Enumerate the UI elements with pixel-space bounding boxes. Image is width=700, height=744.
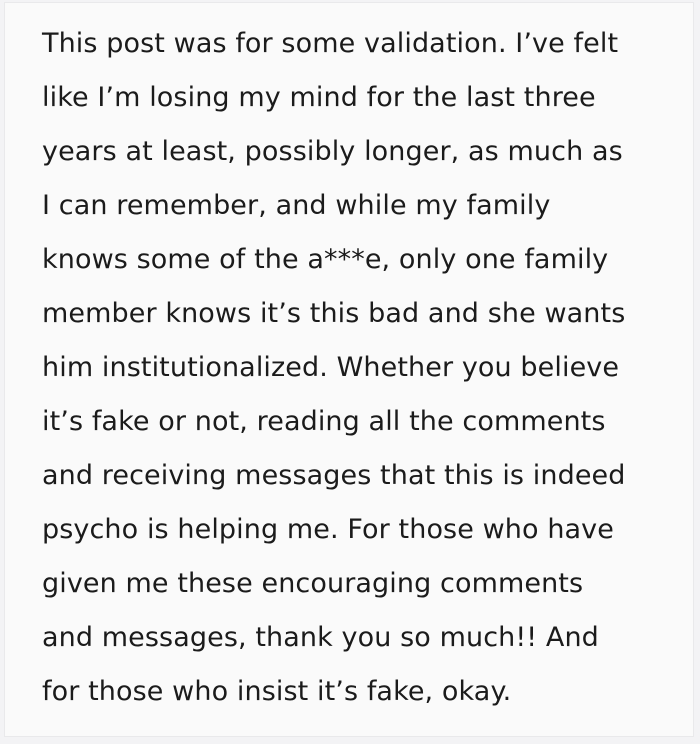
quote-line: him institutionalized. Whether you believe	[42, 352, 620, 383]
quote-line: and receiving messages that this is indeed	[42, 460, 626, 491]
quote-line: years at least, possibly longer, as much as	[42, 136, 623, 167]
quote-card	[4, 2, 694, 737]
quote-line: knows some of the a***e, only one family	[42, 244, 609, 275]
quote-line: member knows it’s this bad and she wants	[42, 298, 626, 329]
quote-line: This post was for some validation. I’ve felt	[42, 28, 619, 59]
quote-line: and messages, thank you so much!! And	[42, 622, 599, 653]
quote-text-block	[5, 3, 693, 719]
quote-line: it’s fake or not, reading all the comments	[42, 406, 606, 437]
quote-line: for those who insist it’s fake, okay.	[42, 676, 512, 707]
quote-line: I can remember, and while my family	[42, 190, 551, 221]
quote-line: given me these encouraging comments	[42, 568, 584, 599]
quote-line: psycho is helping me. For those who have	[42, 514, 614, 545]
quote-line: like I’m losing my mind for the last three	[42, 82, 596, 113]
